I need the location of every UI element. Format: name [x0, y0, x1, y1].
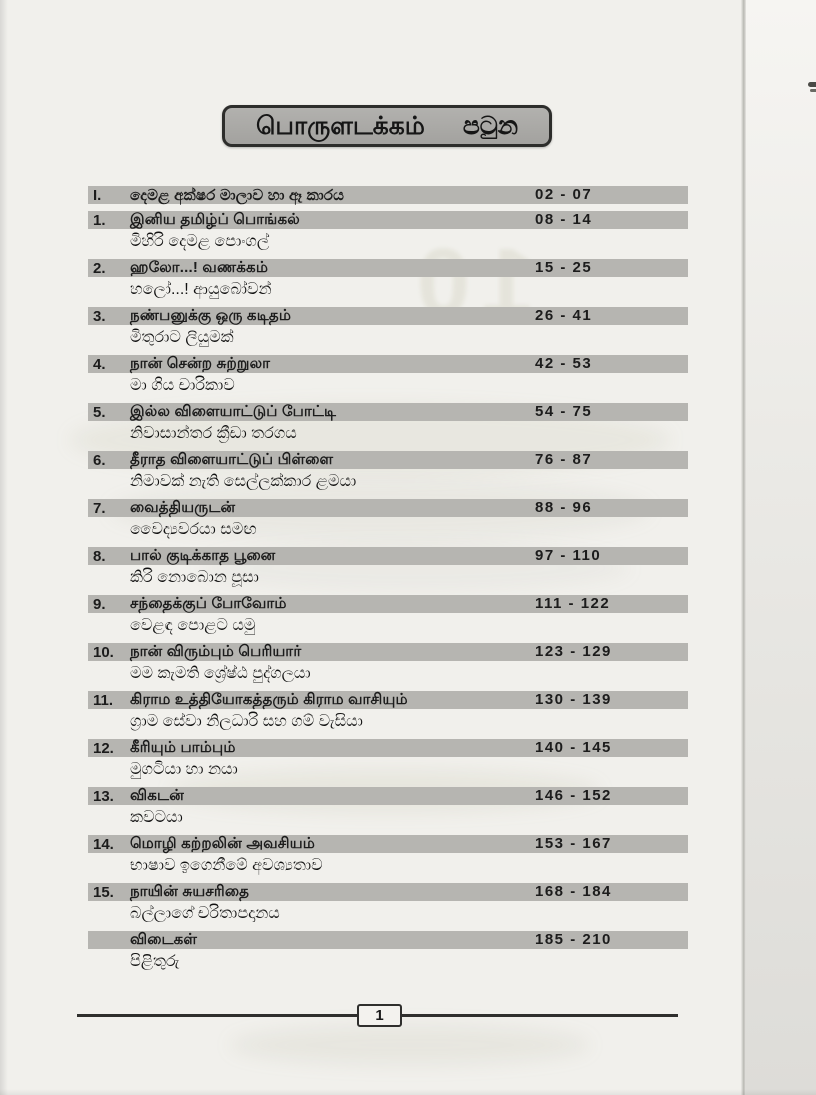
toc-entry-page-range: 02 - 07: [535, 186, 593, 203]
toc-entry-bar: [88, 931, 688, 949]
toc-entry-number: 10.: [93, 643, 114, 661]
toc-entry: [88, 355, 688, 396]
toc-entry-number: I.: [93, 186, 102, 204]
toc-entry-title: நாயின் சுயசரிதை: [130, 882, 250, 900]
toc-entry-bar: [88, 835, 688, 853]
toc-entry-page-range: 146 - 152: [535, 787, 612, 804]
toc-entry-title: දෙමළ අක්ෂර මාලාව හා ඈ කාරය: [130, 186, 345, 204]
toc-entry: [88, 643, 688, 684]
toc-entry-number: 11.: [93, 691, 114, 709]
toc-entry-page-range: 26 - 41: [535, 307, 593, 324]
toc-entry-number: 3.: [93, 307, 106, 325]
toc-entry-title: தீராத விளையாட்டுப் பிள்ளை: [130, 450, 334, 468]
toc-entry: [88, 186, 688, 204]
toc-entry: [88, 403, 688, 444]
toc-entry-bar: [88, 499, 688, 517]
toc-entry: [88, 883, 688, 924]
toc-entry-subtitle: මා ගිය චාරිකාව: [130, 377, 235, 394]
toc-entry-bar: [88, 307, 688, 325]
toc-entry-subtitle: මිහිරි දෙමළ පොංගල්: [130, 233, 270, 250]
toc-entry: [88, 307, 688, 348]
toc-entry-title: இனிய தமிழ்ப் பொங்கல்: [130, 210, 300, 228]
toc-entry-bar: [88, 259, 688, 277]
toc-entry-title: நண்பனுக்கு ஒரு கடிதம்: [130, 306, 292, 324]
toc-entry: [88, 739, 688, 780]
toc-entry-number: 6.: [93, 451, 106, 469]
toc-entry-bar: [88, 451, 688, 469]
toc-entry-title: நான் விரும்பும் பெரியார்: [130, 642, 302, 660]
toc-entry-subtitle: නිමාවක් නැති සෙල්ලක්කාර ළමයා: [130, 473, 357, 490]
toc-entry: [88, 499, 688, 540]
toc-entry-page-range: 123 - 129: [535, 643, 612, 660]
toc-entry-number: 13.: [93, 787, 114, 805]
toc-entry-title: கீரியும் பாம்பும்: [130, 738, 236, 756]
toc-entry: [88, 451, 688, 492]
toc-entry-page-range: 168 - 184: [535, 883, 612, 900]
toc-entry-bar: [88, 739, 688, 757]
toc-entry-title: இல்ல விளையாட்டுப் போட்டி: [130, 402, 337, 420]
toc-entry-number: 7.: [93, 499, 106, 517]
toc-entry-title: பால் குடிக்காத பூனை: [130, 546, 276, 564]
toc-entry-page-range: 153 - 167: [535, 835, 612, 852]
toc-entry-title: ஹலோ...! வணக்கம்: [130, 258, 269, 276]
toc-entry: [88, 595, 688, 636]
toc-entry: [88, 211, 688, 252]
toc-entry-page-range: 140 - 145: [535, 739, 612, 756]
toc-entry-number: 2.: [93, 259, 106, 277]
toc-entry-page-range: 42 - 53: [535, 355, 593, 372]
toc-entry-number: 14.: [93, 835, 114, 853]
toc-entry-subtitle: බල්ලාගේ චරිතාපදානය: [130, 905, 280, 922]
toc-entry-subtitle: ග්‍රාම සේවා නිලධාරි සහ ගම් වැසියා: [130, 713, 363, 730]
page-number: 1: [375, 1007, 384, 1024]
toc-entry-bar: [88, 595, 688, 613]
toc-entry: [88, 259, 688, 300]
toc-entry-title: கிராம உத்தியோகத்தரும் கிராம வாசியும்: [130, 690, 408, 708]
toc-entry-list: [88, 186, 688, 979]
toc-entry-bar: [88, 211, 688, 229]
toc-entry: [88, 547, 688, 588]
page-number-box: [357, 1004, 402, 1027]
toc-entry-title: விடைகள்: [130, 930, 198, 948]
contents-title-tamil: பொருளடக்கம்: [255, 111, 425, 140]
toc-entry-subtitle: හලෝ...! ආයුබෝවන්: [130, 281, 272, 298]
toc-entry-number: 1.: [93, 211, 106, 229]
adjacent-page-print-fragment: [806, 80, 816, 96]
toc-entry-page-range: 88 - 96: [535, 499, 593, 516]
adjacent-page-strip: [746, 0, 816, 1095]
toc-entry-bar: [88, 355, 688, 373]
toc-entry-subtitle: භාෂාව ඉගෙනීමේ අවශ්‍යතාව: [130, 857, 323, 874]
toc-entry-bar: [88, 787, 688, 805]
toc-entry-page-range: 54 - 75: [535, 403, 593, 420]
toc-entry-page-range: 111 - 122: [535, 595, 611, 612]
toc-entry-bar: [88, 547, 688, 565]
contents-header-box: [222, 105, 552, 147]
toc-entry-subtitle: වෙළඳ පොළට යමු: [130, 617, 256, 634]
toc-entry-number: 5.: [93, 403, 106, 421]
toc-entry-number: 8.: [93, 547, 106, 565]
toc-entry-subtitle: මම කැමති ශ්‍රේෂ්ඨ පුද්ගලයා: [130, 665, 311, 682]
toc-entry-number: 4.: [93, 355, 106, 373]
toc-entry-subtitle: නිවාසාන්තර ක්‍රීඩා තරගය: [130, 425, 297, 442]
toc-entry-subtitle: මුගටියා හා නයා: [130, 761, 238, 778]
toc-entry-number: 12.: [93, 739, 114, 757]
toc-entry-bar: [88, 691, 688, 709]
toc-entry-page-range: 08 - 14: [535, 211, 593, 228]
toc-entry-subtitle: පිළිතුරු: [130, 953, 180, 970]
toc-entry-bar: [88, 186, 688, 204]
toc-entry-number: 9.: [93, 595, 106, 613]
toc-entry-number: 15.: [93, 883, 114, 901]
toc-entry-title: விகடன்: [130, 786, 184, 804]
toc-entry-bar: [88, 403, 688, 421]
toc-entry-bar: [88, 883, 688, 901]
toc-entry-title: நான் சென்ற சுற்றுலா: [130, 354, 271, 372]
toc-entry: [88, 835, 688, 876]
toc-entry-page-range: 185 - 210: [535, 931, 612, 948]
toc-entry-title: சந்தைக்குப் போவோம்: [130, 594, 287, 612]
toc-entry-subtitle: වෛද්‍යවරයා සමඟ: [130, 521, 257, 538]
toc-entry-subtitle: කවටයා: [130, 809, 183, 826]
toc-entry-bar: [88, 643, 688, 661]
toc-entry-page-range: 15 - 25: [535, 259, 593, 276]
page-fold-shadow: [741, 0, 746, 1095]
toc-entry-title: வைத்தியருடன்: [130, 498, 236, 516]
toc-entry: [88, 931, 688, 972]
toc-entry-page-range: 97 - 110: [535, 547, 602, 564]
toc-entry-subtitle: කිරි නොබොන පූසා: [130, 569, 259, 586]
scan-bottom-edge-shadow: [0, 1089, 816, 1095]
toc-entry-page-range: 76 - 87: [535, 451, 593, 468]
toc-entry-page-range: 130 - 139: [535, 691, 612, 708]
show-through-ghost-text: 10: [404, 229, 536, 336]
toc-entry: [88, 691, 688, 732]
show-through-ghosting: [230, 1025, 590, 1065]
contents-title-sinhala: පටුන: [462, 111, 519, 140]
toc-entry-title: மொழி கற்றலின் அவசியம்: [130, 834, 316, 852]
scan-left-edge-shadow: [0, 0, 8, 1095]
toc-entry: [88, 787, 688, 828]
toc-entry-subtitle: මිතුරාට ලියුමක්: [130, 329, 234, 346]
